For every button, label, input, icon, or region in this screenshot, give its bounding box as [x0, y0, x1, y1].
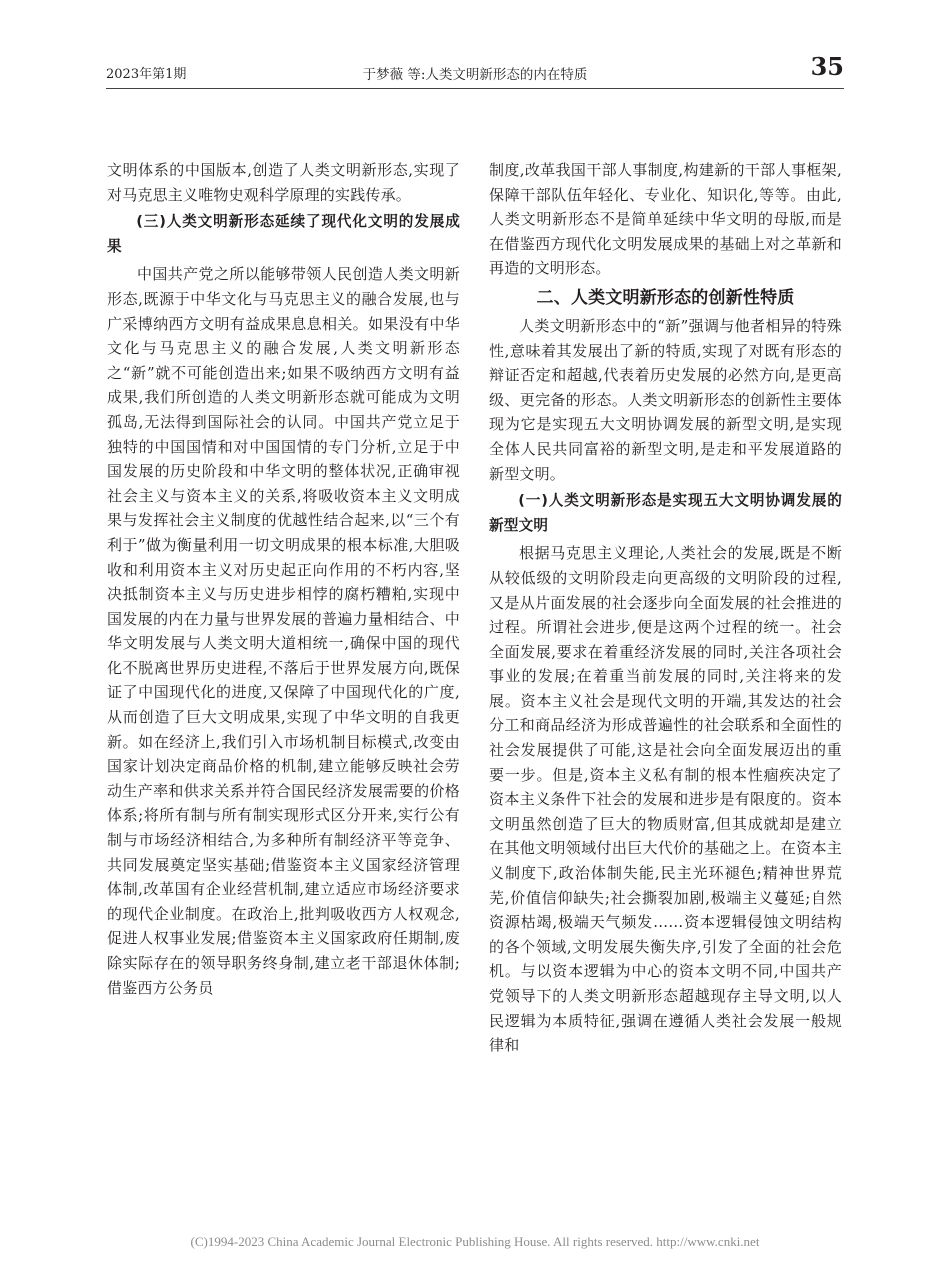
page-number: 35	[810, 52, 844, 81]
subsection-heading: (一)人类文明新形态是实现五大文明协调发展的新型文明	[489, 492, 842, 534]
running-header	[106, 54, 844, 89]
subsection-heading: (三)人类文明新形态延续了现代化文明的发展成果	[107, 213, 460, 255]
right-column	[489, 158, 842, 1058]
article-title-running: 于梦薇 等:人类文明新形态的内在特质	[362, 67, 588, 83]
section-heading: 二、人类文明新形态的创新性特质	[536, 287, 795, 308]
paragraph: 人类文明新形态中的“新”强调与他者相异的特殊性,意味着其发展出了新的特质,实现了对既有形态的辩证否定和超越,代表着历史发展的必然方向,是更高级、更完备的形态。人类文明新形态的创新性主要体现为它是实现五大文明协调发展的新型文明,是实现全体人民共同富裕的新型文明,是走和平发展道路的新型文明。	[489, 316, 842, 483]
left-column	[107, 158, 460, 1000]
paragraph: 中国共产党之所以能够带领人民创造人类文明新形态,既源于中华文化与马克思主义的融合发展,也与广采博纳西方文明有益成果息息相关。如果没有中华文化与马克思主义的融合发展,人类文明新形态之“新”就不可能创造出来;如果不吸纳西方文明有益成果,我们所创造的人类文明新形态就可能成为文明孤岛,无法得到国际社会的认同。中国共产党立足于独特的中国国情和对中国国情的专门分析,立足于中国发展的历史阶段和中华文明的整体状况,正确审视社会主义与资本主义的关系,将吸收资本主义文明成果与发挥社会主义制度的优越性结合起来,以“三个有利于”做为衡量利用一切文明成果的根本标准,大胆吸收和利用资本主义对历史起正向作用的不朽内容,坚决抵制资本主义与历史进步相悖的腐朽糟粕,实现中国发展的内在力量与世界发展的普遍力量相结合、中华文明发展与人类文明大道相统一,确保中国的现代化不脱离世界历史进程,不落后于世界发展方向,既保证了中国现代化的进度,又保障了中国现代化的广度,从而创造了巨大文明成果,实现了中华文明的自我更新。如在经济上,我们引入市场机制目标模式,改变由国家计划决定商品价格的机制,建立能够反映社会劳动生产率和供求关系并符合国民经济发展需要的价格体系;将所有制与所有制实现形式区分开来,实行公有制与市场经济相结合,为多种所有制经济平等竞争、共同发展奠定坚实基础;借鉴资本主义国家经济管理体制,改革国有企业经营机制,建立适应市场经济要求的现代企业制度。在政治上,批判吸收西方人权观念,促进人权事业发展;借鉴资本主义国家政府任期制,废除实际存在的领导职务终身制,建立老干部退休体制;借鉴西方公务员	[107, 265, 460, 997]
copyright-footer: (C)1994-2023 China Academic Journal Electronic Publishing House. All rights reserved. http://www.cnki.net	[190, 1234, 760, 1249]
journal-issue: 2023年第1期	[106, 67, 187, 82]
paragraph: 文明体系的中国版本,创造了人类文明新形态,实现了对马克思主义唯物史观科学原理的实践传承。	[107, 161, 460, 204]
paragraph: 根据马克思主义理论,人类社会的发展,既是不断从较低级的文明阶段走向更高级的文明阶段的过程,又是从片面发展的社会逐步向全面发展的社会推进的过程。所谓社会进步,便是这两个过程的统一。社会全面发展,要求在着重经济发展的同时,关注各项社会事业的发展;在着重当前发展的同时,关注将来的发展。资本主义社会是现代文明的开端,其发达的社会分工和商品经济为形成普遍性的社会联系和全面性的社会发展提供了可能,这是社会向全面发展迈出的重要一步。但是,资本主义私有制的根本性痼疾决定了资本主义条件下社会的发展和进步是有限度的。资本文明虽然创造了巨大的物质财富,但其成就却是建立在其他文明领域付出巨大代价的基础之上。在资本主义制度下,政治体制失能,民主光环褪色;精神世界荒芜,价值信仰缺失;社会撕裂加剧,极端主义蔓延;自然资源枯竭,极端天气频发……资本逻辑侵蚀文明结构的各个领域,文明发展失衡失序,引发了全面的社会危机。与以资本逻辑为中心的资本文明不同,中国共产党领导下的人类文明新形态超越现存主导文明,以人民逻辑为本质特征,强调在遵循人类社会发展一般规律和	[489, 544, 842, 1055]
paragraph: 制度,改革我国干部人事制度,构建新的干部人事框架,保障干部队伍年轻化、专业化、知识化,等等。由此,人类文明新形态不是简单延续中华文明的母版,而是在借鉴西方现代化文明发展成果的基础上对之革新和再造的文明形态。	[489, 161, 842, 278]
